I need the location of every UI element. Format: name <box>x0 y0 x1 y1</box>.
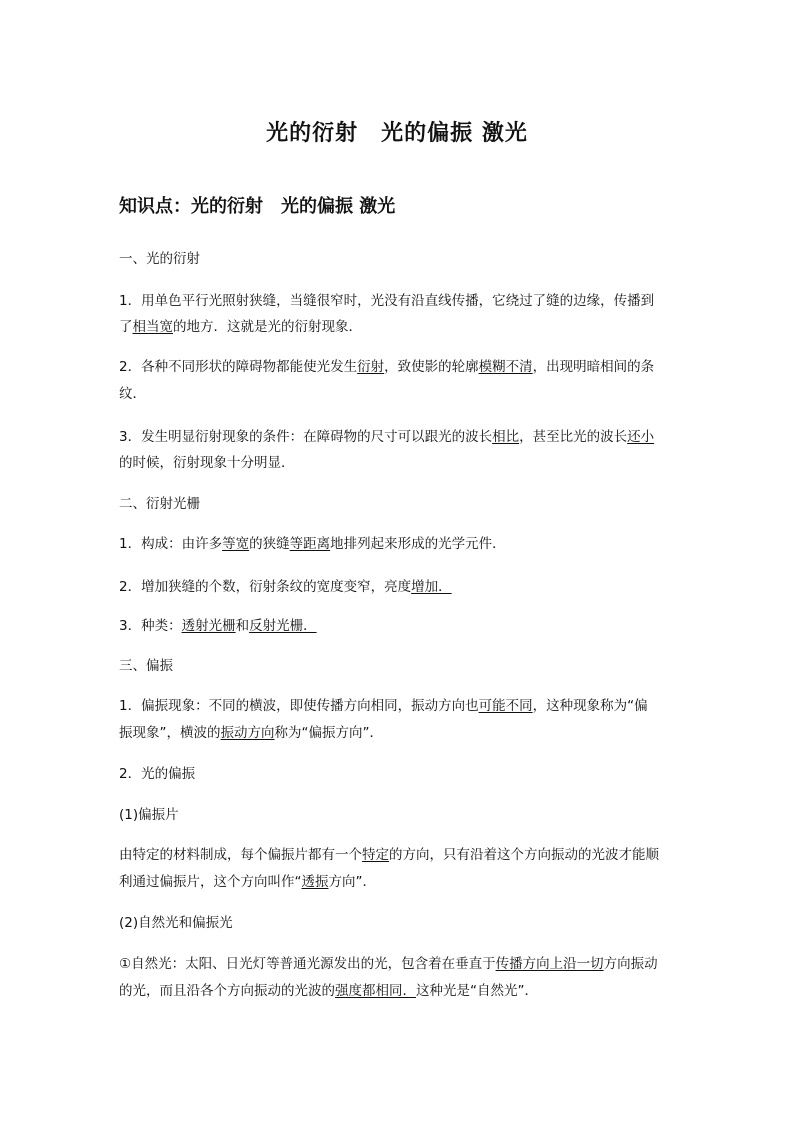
text-segment: 2．光的偏振 <box>119 766 196 782</box>
text-segment: 了 <box>119 319 133 335</box>
text-segment: 的时候，衍射现象十分明显． <box>119 455 295 471</box>
text-line <box>119 657 679 675</box>
text-line <box>119 358 679 376</box>
text-segment: 2．增加狭缝的个数，衍射条纹的宽度变窄，亮度 <box>119 579 412 595</box>
text-line <box>119 724 679 742</box>
text-segment: 方向”． <box>328 874 376 890</box>
underlined-term: 传播方向上沿一切 <box>495 956 604 972</box>
underlined-term: 模糊不清 <box>478 359 533 375</box>
text-segment: 和 <box>235 618 250 634</box>
text-segment: 一、光的衍射 <box>119 251 200 267</box>
text-segment: 2．各种不同形状的障碍物都能使光发生 <box>119 359 358 375</box>
text-segment: ，出现明暗相间的条 <box>532 359 655 375</box>
text-segment: 由特定的材料制成，每个偏振片都有一个 <box>119 847 362 863</box>
underlined-term: 等宽 <box>222 536 250 552</box>
text-segment: 1．用单色平行光照射狭缝，当缝很窄时，光没有沿直线传播，它绕过了缝的边缘，传播到 <box>119 293 655 309</box>
underlined-term: 强度都相同． <box>335 983 416 999</box>
text-segment: (2)自然光和偏振光 <box>119 915 233 931</box>
underlined-term: 等距离 <box>289 536 331 552</box>
text-line <box>119 428 679 446</box>
section-heading: 知识点：光的衍射 光的偏振 激光 <box>119 196 396 217</box>
text-segment: (1)偏振片 <box>119 807 179 823</box>
text-line <box>119 454 679 472</box>
underlined-term: 还小 <box>627 429 655 445</box>
text-line <box>119 535 679 553</box>
text-segment: 二、衍射光栅 <box>119 496 200 512</box>
text-segment: 的方向，只有沿着这个方向振动的光波才能顺 <box>389 847 659 863</box>
page-title: 光的衍射 光的偏振 激光 <box>266 121 528 146</box>
underlined-term: 特定 <box>362 847 389 863</box>
underlined-term: 相当宽 <box>132 319 173 335</box>
text-segment: 1．偏振现象：不同的横波，即使传播方向相同，振动方向也 <box>119 698 479 714</box>
underlined-term: 衍射 <box>357 359 385 375</box>
text-segment: ①自然光：太阳、日光灯等普通光源发出的光，包含着在垂直于 <box>119 956 496 972</box>
text-line <box>119 292 679 310</box>
text-segment: 利通过偏振片，这个方向叫作“ <box>119 874 302 890</box>
text-segment: 的地方．这就是光的衍射现象． <box>173 319 362 335</box>
underlined-term: 反射光栅． <box>249 618 317 634</box>
underlined-term: 相比 <box>492 429 520 445</box>
text-segment: ，这种现象称为“偏 <box>532 698 648 714</box>
text-segment: ，致使影的轮廓 <box>384 359 479 375</box>
text-segment: 1．构成：由许多 <box>119 536 223 552</box>
text-segment: 振现象”，横波的 <box>119 725 221 741</box>
text-line <box>119 765 679 783</box>
text-segment: 3．种类： <box>119 618 182 634</box>
text-segment: 称为“偏振方向”． <box>274 725 383 741</box>
text-line <box>119 846 679 864</box>
text-segment: 的狭缝 <box>249 536 290 552</box>
text-line <box>119 955 679 973</box>
text-segment: ，甚至比光的波长 <box>519 429 628 445</box>
text-line <box>119 914 679 932</box>
underlined-term: 可能不同 <box>478 698 533 714</box>
text-segment: 地排列起来形成的光学元件． <box>330 536 506 552</box>
text-segment: 3．发生明显衍射现象的条件：在障碍物的尺寸可以跟光的波长 <box>119 429 493 445</box>
underlined-term: 振动方向 <box>220 725 275 741</box>
text-line <box>119 318 679 336</box>
text-line <box>119 873 679 891</box>
text-line <box>119 578 679 596</box>
text-segment: 的光，而且沿各个方向振动的光波的 <box>119 983 335 999</box>
text-line <box>119 250 679 268</box>
text-segment: 方向振动 <box>603 956 658 972</box>
text-line <box>119 697 679 715</box>
underlined-term: 增加． <box>411 579 452 595</box>
text-segment: 纹． <box>119 386 146 402</box>
text-segment: 三、偏振 <box>119 658 173 674</box>
text-line <box>119 385 679 403</box>
underlined-term: 透振 <box>301 874 329 890</box>
text-line <box>119 982 679 1000</box>
text-segment: 这种光是“自然光”． <box>416 983 538 999</box>
text-line <box>119 617 679 635</box>
text-line <box>119 495 679 513</box>
underlined-term: 透射光栅 <box>181 618 236 634</box>
text-line <box>119 806 679 824</box>
